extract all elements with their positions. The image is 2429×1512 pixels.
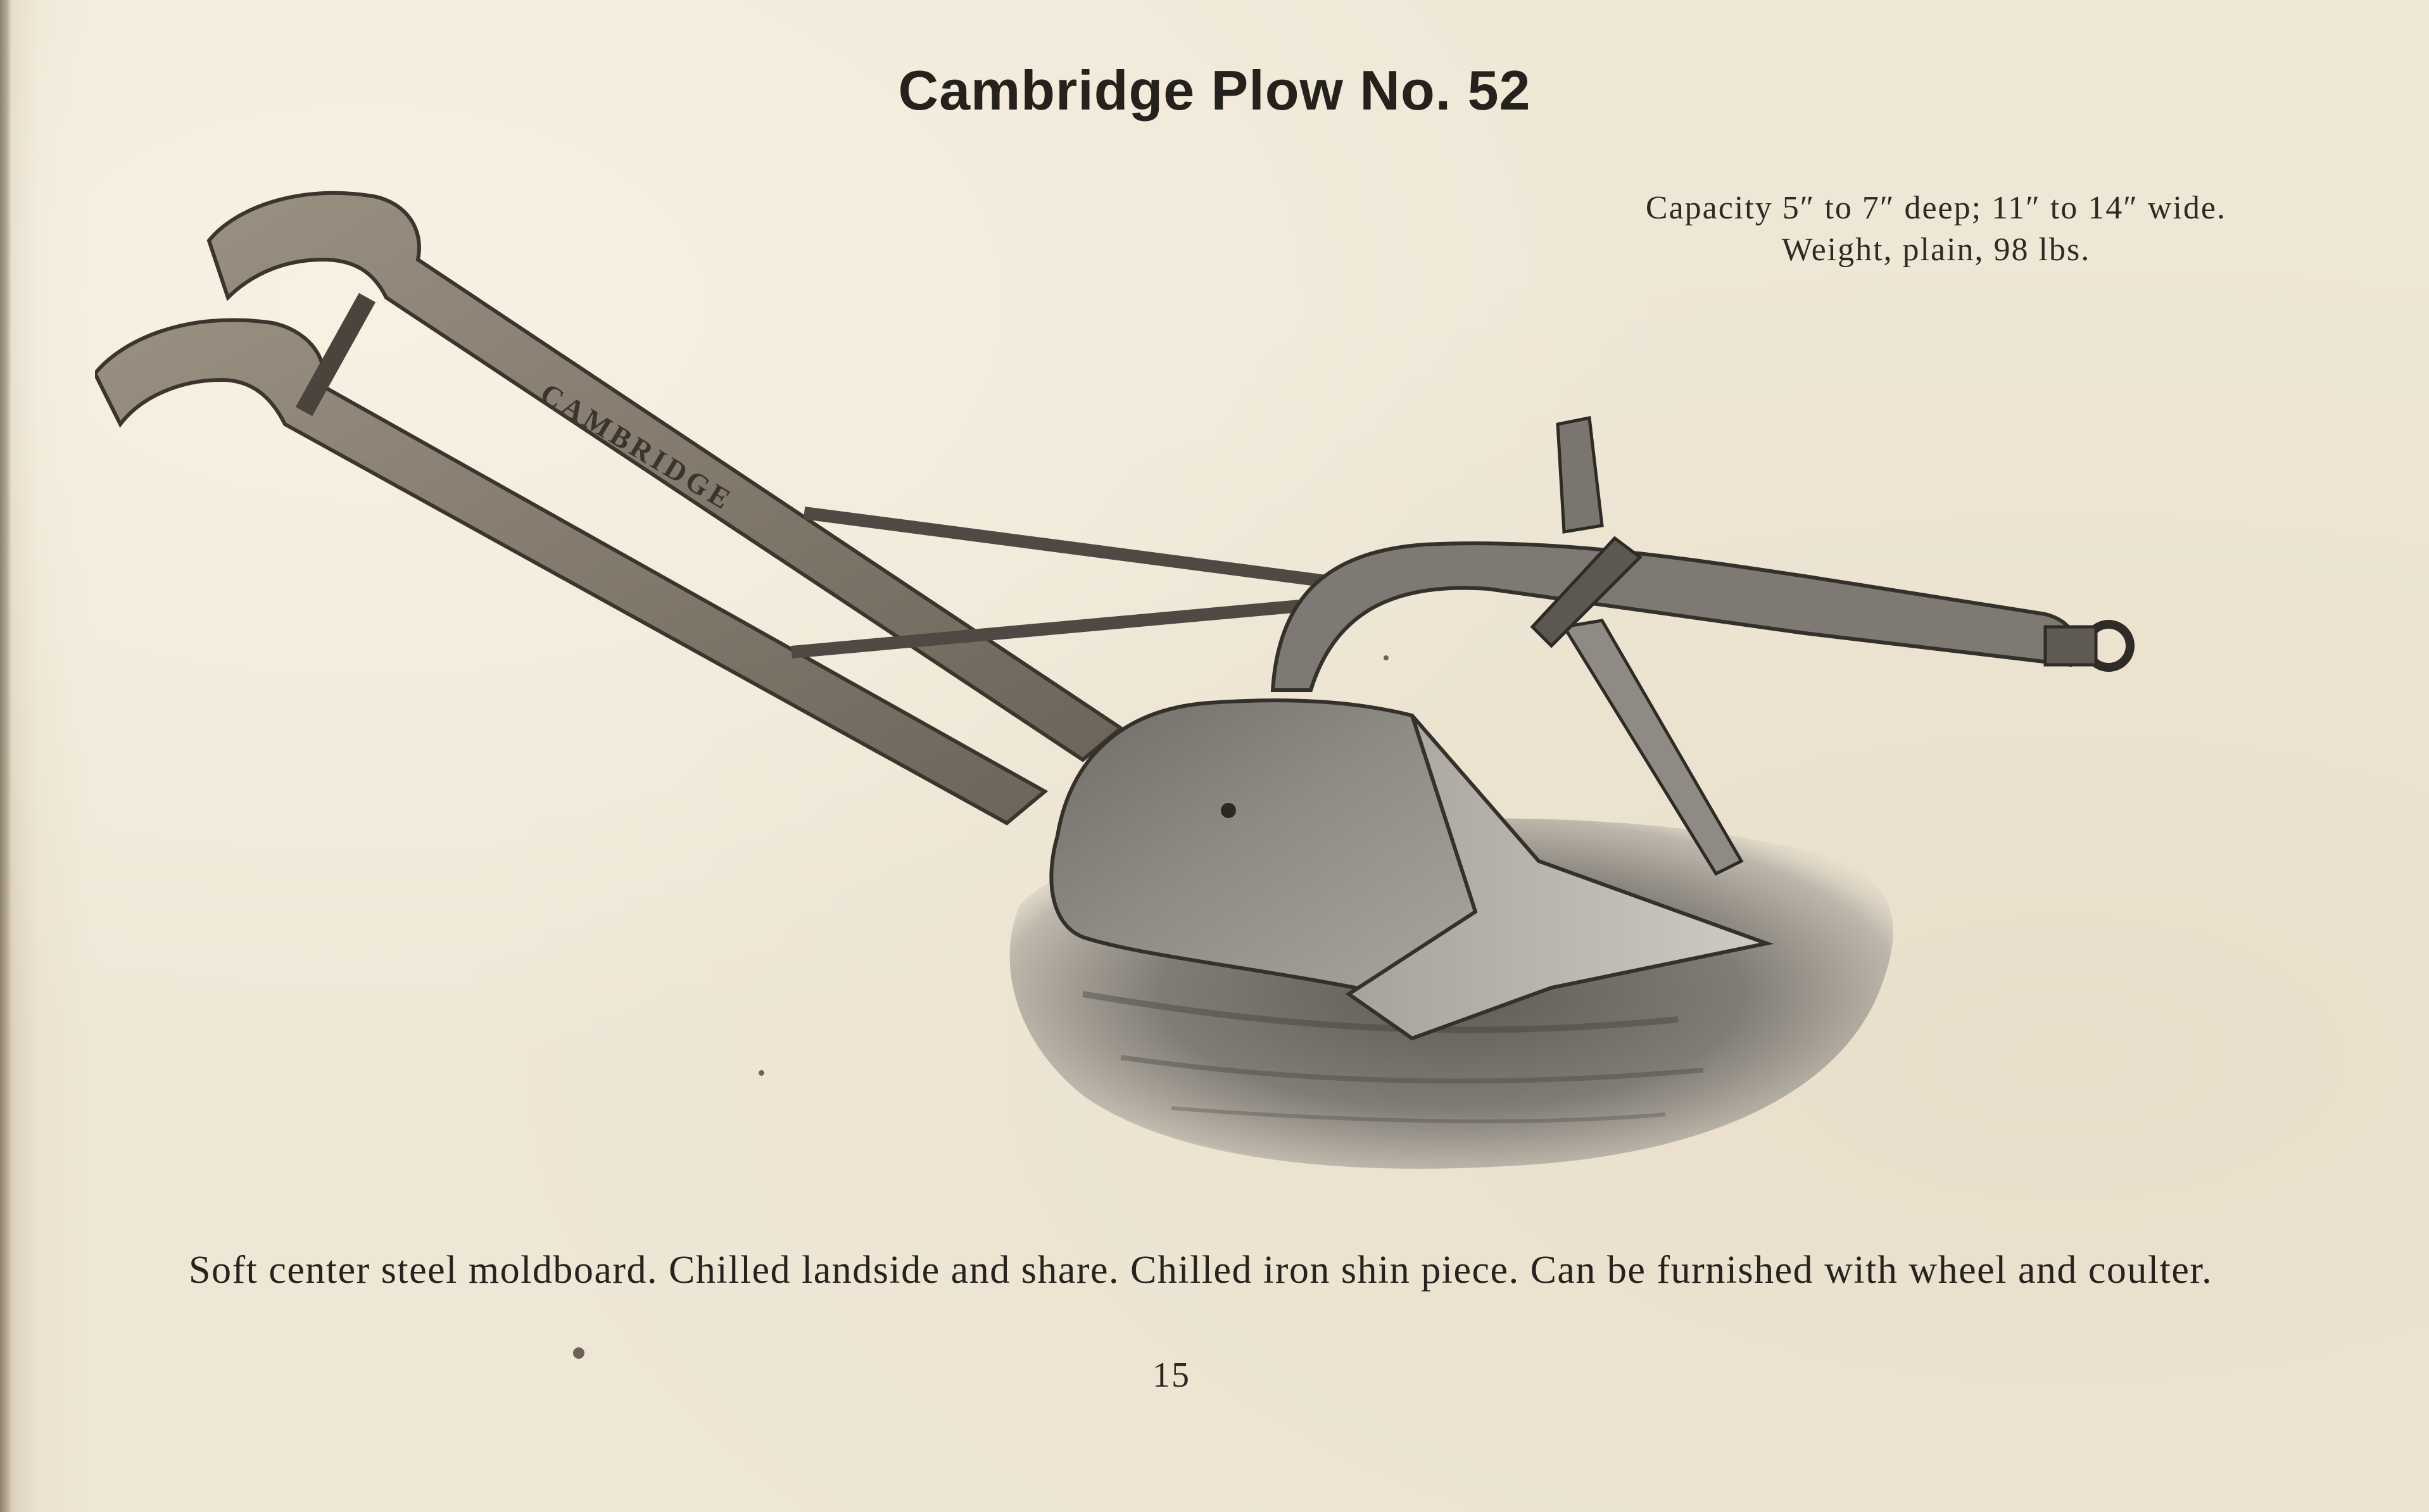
weight-spec: Weight, plain, 98 lbs.	[1781, 232, 2091, 268]
coulter	[1532, 418, 1741, 874]
page-number: 15	[1152, 1356, 1190, 1395]
paper-speck	[759, 1070, 764, 1076]
page-title: Cambridge Plow No. 52	[898, 59, 1531, 122]
plow-beam	[1273, 543, 2130, 690]
book-spine-shadow	[0, 0, 11, 1512]
plow-illustration	[95, 171, 2248, 1216]
capacity-spec: Capacity 5″ to 7″ deep; 11″ to 14″ wide.	[1645, 190, 2226, 226]
description-text: Soft center steel moldboard. Chilled landside and share. Chilled iron shin piece. Can be furnished with wheel and coulter.	[189, 1249, 2213, 1292]
plow-handles	[95, 193, 1121, 823]
handle-brand-lettering: CAMBRIDGE	[534, 376, 740, 517]
paper-speck	[573, 1347, 584, 1359]
paper-speck	[1384, 655, 1389, 660]
